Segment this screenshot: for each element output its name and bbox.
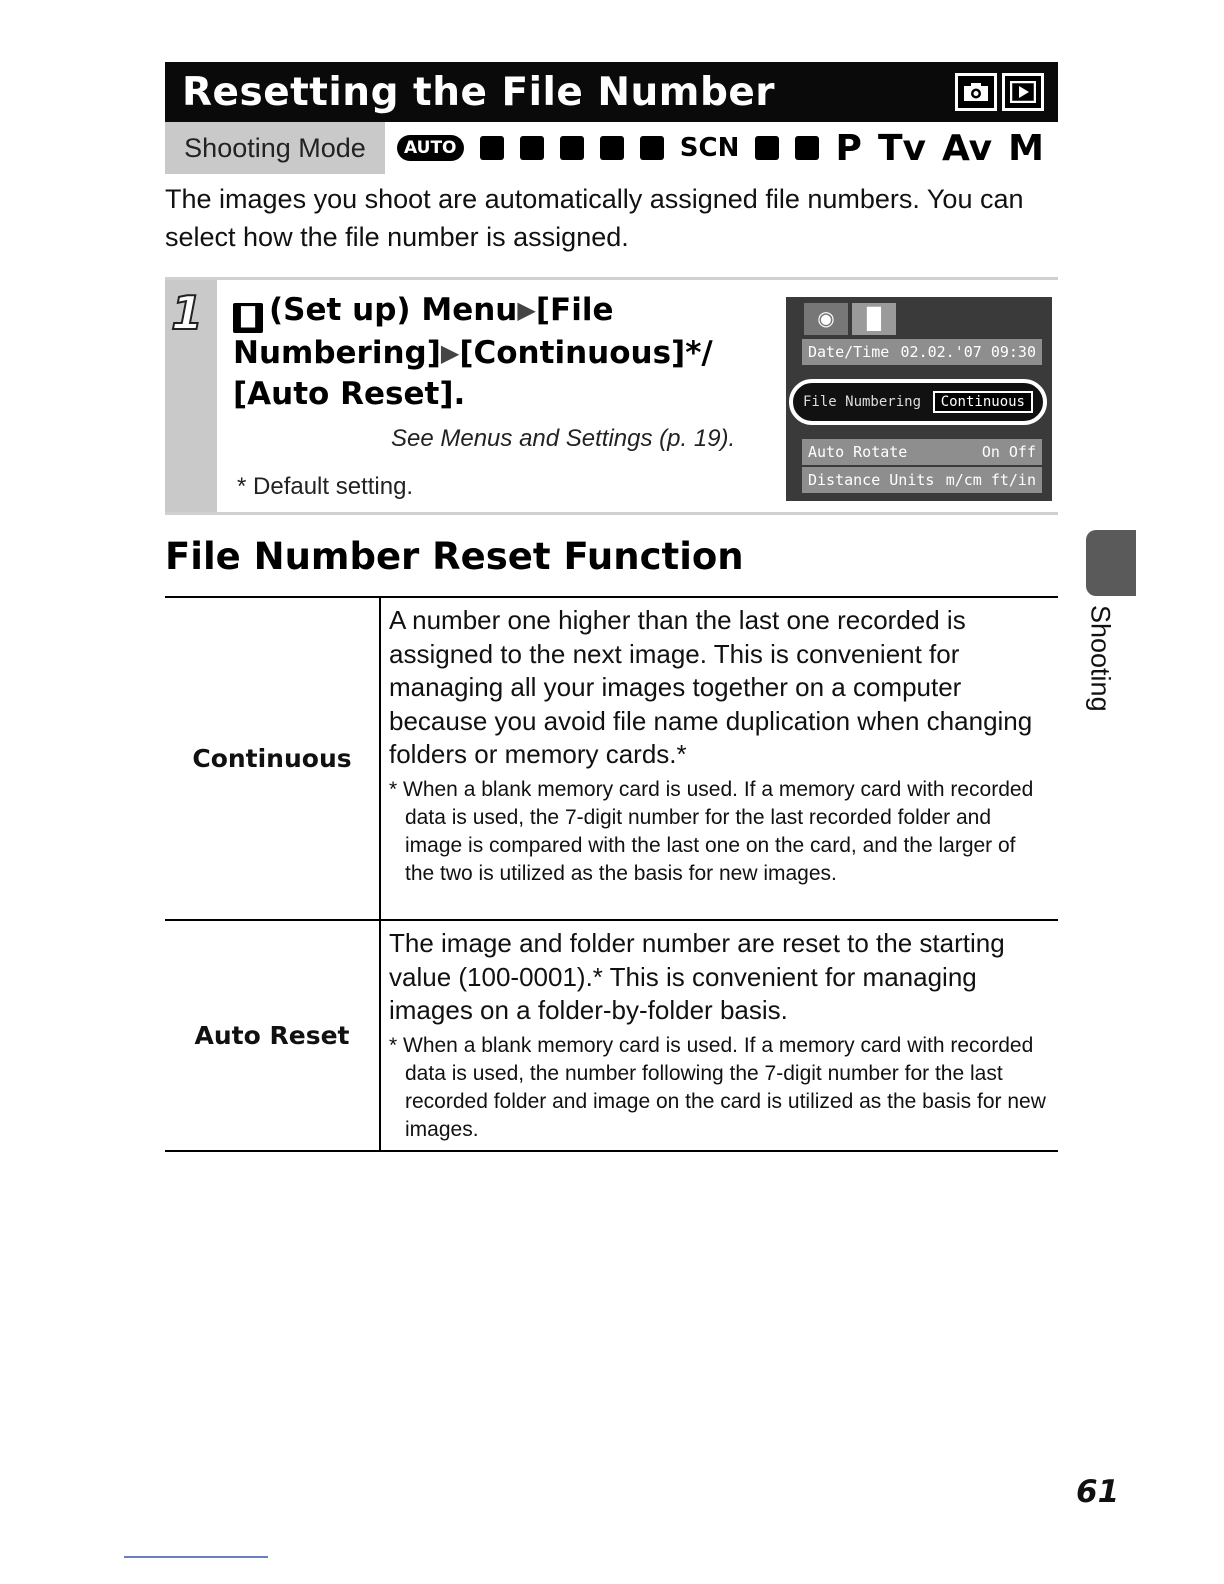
- mode-icons: [955, 73, 1044, 111]
- shooting-mode-label: Shooting Mode: [165, 122, 385, 174]
- av-mode: Av: [942, 127, 993, 169]
- playback-icon: [1002, 73, 1044, 111]
- title-bar: [165, 62, 1058, 122]
- table-row-note: * When a blank memory card is used. If a memory card with recorded data is used, the 7-digit number for the last recorded folder and image is compared with the last one on the card, and the larger of the two is utilized as the basis for new images.: [389, 777, 1034, 885]
- lcd-row-value: On Off: [981, 443, 1036, 461]
- kids-pets-mode-icon: [600, 136, 624, 160]
- auto-mode-icon: AUTO: [397, 135, 464, 161]
- chapter-label: Shooting: [1085, 605, 1116, 712]
- program-mode: P: [835, 127, 862, 169]
- step-heading-part3: [Continuous]*/ [Auto Reset].: [233, 335, 713, 412]
- step-heading-part2: [File Numbering]: [233, 292, 614, 371]
- indoor-mode-icon: [640, 136, 664, 160]
- lcd-screenshot: [786, 297, 1052, 501]
- lcd-highlight-ring: [789, 379, 1047, 425]
- intro-paragraph: The images you shoot are automatically assigned file numbers. You can select how the file number is assigned.: [165, 184, 1024, 252]
- table-row-label: Auto Reset: [165, 920, 380, 1151]
- step-heading: [233, 290, 793, 415]
- camera-icon: [955, 73, 997, 111]
- manual-mode: M: [1008, 127, 1044, 169]
- lcd-row-value: 02.02.'07 09:30: [900, 343, 1036, 361]
- chapter-tab: [1086, 530, 1136, 596]
- step-box: [165, 277, 1058, 515]
- arrow-right-icon: ▶: [517, 296, 536, 324]
- lcd-row: [802, 467, 1042, 493]
- step-default-note: * Default setting.: [237, 473, 414, 500]
- lcd-tabs: [804, 303, 896, 335]
- table-row-main-text: A number one higher than the last one recorded is assigned to the next image. This is convenient for managing all your images together on a computer because you avoid file name duplication when changing folders or memory cards.*: [389, 605, 1033, 770]
- shooting-mode-symbols: [385, 128, 1058, 169]
- table-row-main-text: The image and folder number are reset to the starting value (100-0001).* This is convenient for managing images on a folder-by-folder basis.: [389, 928, 1005, 1026]
- lcd-row-value: Continuous: [933, 391, 1033, 413]
- stitch-assist-mode-icon: [755, 136, 779, 160]
- step-reference: See Menus and Settings (p. 19).: [391, 425, 736, 452]
- lcd-row: [802, 339, 1042, 365]
- setup-menu-icon: █: [233, 303, 263, 333]
- portrait-mode-icon: [480, 136, 504, 160]
- lcd-row-label: Auto Rotate: [808, 443, 908, 461]
- function-table: [165, 596, 1058, 1152]
- lcd-row-label: Date/Time: [808, 343, 890, 361]
- tv-mode: Tv: [877, 127, 926, 169]
- night-snapshot-mode-icon: [560, 136, 584, 160]
- step-number: 1: [171, 286, 204, 340]
- table-row: [165, 920, 1058, 1151]
- table-row-label: Continuous: [165, 597, 380, 920]
- landscape-mode-icon: [520, 136, 544, 160]
- table-row-note: * When a blank memory card is used. If a memory card with recorded data is used, the number following the 7-digit number for the last recorded folder and image on the card is utilized as the basis for new images.: [389, 1033, 1046, 1141]
- table-row: [165, 597, 1058, 920]
- arrow-right-icon: ▶: [440, 339, 460, 367]
- table-row-desc: [380, 920, 1058, 1151]
- scene-mode-icon: SCN: [679, 133, 740, 163]
- page-title: Resetting the File Number: [182, 69, 776, 115]
- lcd-row-label: Distance Units: [808, 471, 935, 489]
- page-number: 61: [1076, 1474, 1120, 1510]
- lcd-row-value: m/cm ft/in: [945, 471, 1036, 489]
- step-heading-part1: (Set up) Menu: [269, 292, 518, 328]
- table-row-desc: [380, 597, 1058, 920]
- section-title: File Number Reset Function: [165, 535, 744, 578]
- lcd-row: [802, 439, 1042, 465]
- lcd-camera-tab-icon: ◉: [804, 303, 848, 335]
- lcd-setup-tab-icon: █: [852, 303, 896, 335]
- movie-mode-icon: [795, 136, 819, 160]
- footer-line: [124, 1556, 268, 1558]
- lcd-row-label: File Numbering: [803, 394, 922, 410]
- shooting-mode-row: [165, 122, 1058, 174]
